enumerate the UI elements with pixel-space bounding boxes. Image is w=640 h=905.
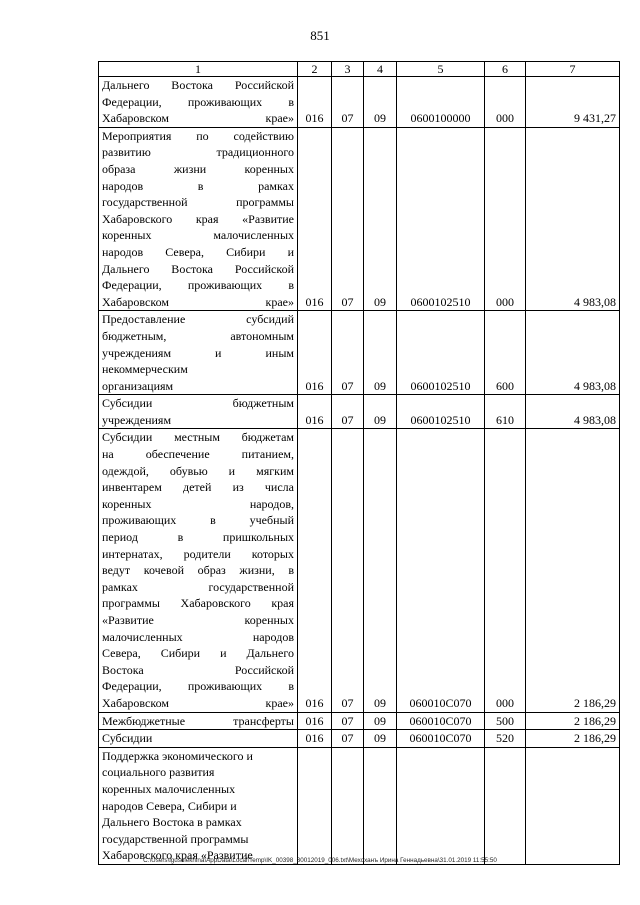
description-line: Хабаровском крае» [102, 111, 294, 126]
column-header: 1 [99, 62, 298, 77]
column-header: 7 [526, 62, 620, 77]
amount-cell: 2 186,29 [526, 712, 620, 730]
description-line: организациям [102, 378, 174, 393]
subsection-cell: 09 [364, 712, 397, 730]
column-header: 2 [298, 62, 332, 77]
description-line: коренных народов, [102, 496, 294, 511]
description-line: Хабаровского края «Развитие [102, 848, 253, 863]
section-cell: 07 [332, 311, 364, 395]
target-article-cell: 0600102510 [397, 395, 485, 429]
ministry-code-cell: 016 [298, 730, 332, 748]
target-article-cell: 0600100000 [397, 77, 485, 128]
description-line: рамках государственной [102, 579, 294, 594]
ministry-code-cell: 016 [298, 395, 332, 429]
description-line: коренных малочисленных [102, 781, 236, 796]
description-line: Поддержка экономического и [102, 748, 253, 763]
table-row [99, 730, 620, 748]
expense-type-cell [485, 747, 526, 864]
table-row [99, 429, 620, 712]
amount-cell: 2 186,29 [526, 429, 620, 712]
column-header: 4 [364, 62, 397, 77]
description-line: Предоставление субсидий [102, 312, 294, 327]
description-line: некоммерческим [102, 362, 188, 377]
ministry-code-cell: 016 [298, 127, 332, 311]
ministry-code-cell: 016 [298, 429, 332, 712]
description-line: развитию традиционного [102, 145, 294, 160]
table-row [99, 712, 620, 730]
expense-type-cell: 000 [485, 77, 526, 128]
section-cell: 07 [332, 712, 364, 730]
expense-type-cell: 600 [485, 311, 526, 395]
ministry-code-cell: 016 [298, 311, 332, 395]
ministry-code-cell: 016 [298, 77, 332, 128]
table-body [99, 77, 620, 865]
subsection-cell: 09 [364, 395, 397, 429]
description-line: проживающих в учебный [102, 513, 294, 528]
row-description [99, 429, 298, 712]
description-line: инвентарем детей из числа [102, 480, 294, 495]
description-line: на обеспечение питанием, [102, 447, 294, 462]
description-line: Хабаровского края «Развитие [102, 211, 294, 226]
description-line: социального развития [102, 765, 215, 780]
column-header: 5 [397, 62, 485, 77]
table-row [99, 77, 620, 128]
row-description [99, 127, 298, 311]
description-line: бюджетным, автономным [102, 328, 294, 343]
target-article-cell: 060010С070 [397, 712, 485, 730]
ministry-code-cell [298, 747, 332, 864]
description-line: Федерации, проживающих в [102, 679, 294, 694]
description-line: Мероприятия по содействию [102, 128, 294, 143]
row-description [99, 311, 298, 395]
description-line: Хабаровском крае» [102, 294, 294, 309]
page-number: 851 [310, 28, 330, 43]
amount-cell: 4 983,08 [526, 395, 620, 429]
description-line: Хабаровском крае» [102, 695, 294, 710]
column-header: 3 [332, 62, 364, 77]
description-line: народов Севера, Сибири и [102, 244, 294, 259]
description-line: Дальнего Востока Российской [102, 261, 294, 276]
subsection-cell [364, 747, 397, 864]
description-line: Дальнего Востока в рамках [102, 815, 242, 830]
description-line: Субсидии [102, 731, 153, 746]
description-line: Севера, Сибири и Дальнего [102, 646, 294, 661]
subsection-cell: 09 [364, 127, 397, 311]
section-cell: 07 [332, 395, 364, 429]
description-line: Субсидии бюджетным [102, 396, 294, 411]
target-article-cell: 0600102510 [397, 127, 485, 311]
description-line: образа жизни коренных [102, 161, 294, 176]
description-line: народов Севера, Сибири и [102, 798, 237, 813]
table-row [99, 395, 620, 429]
description-line: Дальнего Востока Российской [102, 78, 294, 92]
target-article-cell [397, 747, 485, 864]
description-line: одеждой, обувью и мягким [102, 463, 294, 478]
table-header-row [99, 62, 620, 77]
expense-type-cell: 520 [485, 730, 526, 748]
section-cell: 07 [332, 77, 364, 128]
description-line: государственной программы [102, 195, 294, 210]
expense-type-cell: 500 [485, 712, 526, 730]
description-line: народов в рамках [102, 178, 294, 193]
amount-cell [526, 747, 620, 864]
description-line: Востока Российской [102, 662, 294, 677]
amount-cell: 4 983,08 [526, 311, 620, 395]
target-article-cell: 0600102510 [397, 311, 485, 395]
description-line: период в пришкольных [102, 530, 294, 545]
row-description [99, 77, 298, 128]
description-line: Федерации, проживающих в [102, 278, 294, 293]
file-path-footer: C:\Users\iguselekhina\AppData\Local\Temp\IK_00398_30012019_006.txt\Мехоханъ Ирина Геннадьевна\31.01.2019 11:55:50 [143, 857, 497, 864]
ministry-code-cell: 016 [298, 712, 332, 730]
amount-cell: 9 431,27 [526, 77, 620, 128]
section-cell [332, 747, 364, 864]
description-line: коренных малочисленных [102, 228, 294, 243]
table-row [99, 311, 620, 395]
subsection-cell: 09 [364, 77, 397, 128]
subsection-cell: 09 [364, 730, 397, 748]
amount-cell: 4 983,08 [526, 127, 620, 311]
expense-type-cell: 610 [485, 395, 526, 429]
description-line: учреждениям [102, 412, 172, 427]
section-cell: 07 [332, 730, 364, 748]
row-description [99, 395, 298, 429]
description-line: «Развитие коренных [102, 613, 294, 627]
description-line: учреждениям и иным [102, 345, 294, 360]
description-line: Федерации, проживающих в [102, 94, 294, 109]
subsection-cell: 09 [364, 311, 397, 395]
description-line: малочисленных народов [102, 629, 294, 644]
description-line: ведут кочевой образ жизни, в [102, 563, 294, 578]
section-cell: 07 [332, 429, 364, 712]
row-description [99, 747, 298, 864]
description-line: программы Хабаровского края [102, 596, 294, 611]
description-line: интернатах, родители которых [102, 546, 294, 561]
target-article-cell: 060010С070 [397, 429, 485, 712]
subsection-cell: 09 [364, 429, 397, 712]
row-description [99, 730, 298, 748]
table-row [99, 747, 620, 864]
description-line: Межбюджетные трансферты [102, 713, 294, 728]
description-line: государственной программы [102, 831, 249, 846]
expense-type-cell: 000 [485, 429, 526, 712]
column-header: 6 [485, 62, 526, 77]
budget-table [98, 61, 620, 865]
table-row [99, 127, 620, 311]
section-cell: 07 [332, 127, 364, 311]
description-line: Субсидии местным бюджетам [102, 430, 294, 445]
amount-cell: 2 186,29 [526, 730, 620, 748]
row-description [99, 712, 298, 730]
expense-type-cell: 000 [485, 127, 526, 311]
target-article-cell: 060010С070 [397, 730, 485, 748]
